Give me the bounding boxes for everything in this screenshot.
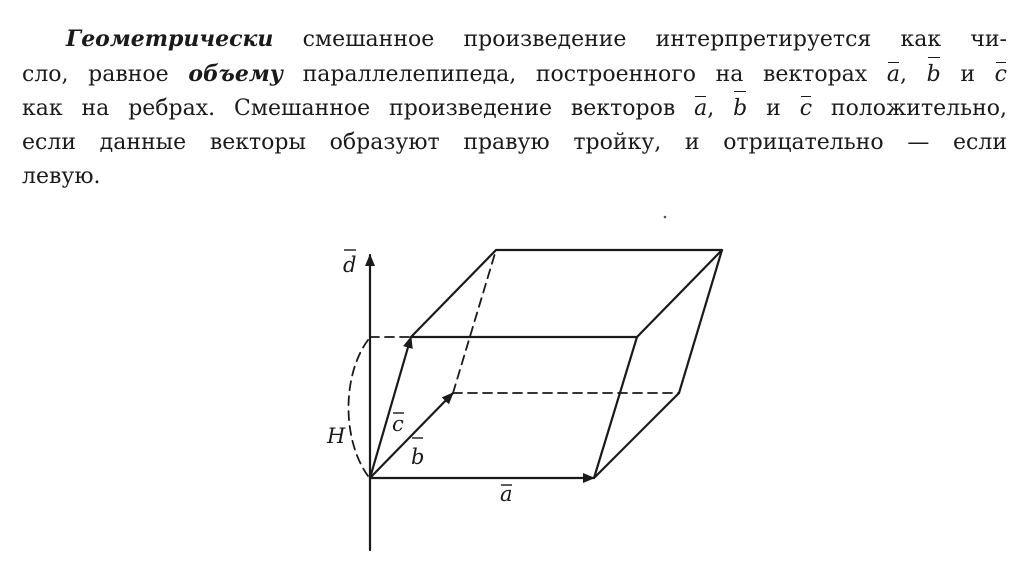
vector-a: a xyxy=(694,92,707,126)
scan-dot xyxy=(664,216,667,219)
line-1-text: смешанное произведение интерпретируется как чи- xyxy=(273,27,1007,52)
vector-a: a xyxy=(887,58,900,92)
conjunction: и xyxy=(940,62,995,87)
separator: , xyxy=(899,62,927,87)
label-c: c xyxy=(392,412,404,436)
label-a: a xyxy=(500,482,513,506)
height-arc xyxy=(349,340,369,476)
top-face xyxy=(411,250,722,337)
vector-b: b xyxy=(927,58,941,92)
line-2-before: сло, равное xyxy=(22,62,189,87)
line-3-after: положительно, xyxy=(812,96,1007,121)
vector-b: b xyxy=(733,92,747,126)
term-geometrically: Геометрически xyxy=(66,26,274,52)
paragraph-line-4: если данные векторы образуют правую тройку, и отрицательно — если xyxy=(22,130,1007,155)
separator: , xyxy=(707,96,734,121)
conjunction: и xyxy=(747,96,800,121)
term-volume: объему xyxy=(188,61,283,87)
line-3-before: как на ребрах. Смешанное произведение векторов xyxy=(22,96,695,121)
line-2-mid: параллелепипеда, построенного на векторах xyxy=(282,62,887,87)
label-d: d xyxy=(343,253,357,277)
vector-c: c xyxy=(995,58,1007,92)
label-H: H xyxy=(327,424,346,448)
paragraph-line-5: левую. xyxy=(22,164,101,189)
label-b: b xyxy=(411,445,425,469)
vector-c: c xyxy=(800,92,812,126)
